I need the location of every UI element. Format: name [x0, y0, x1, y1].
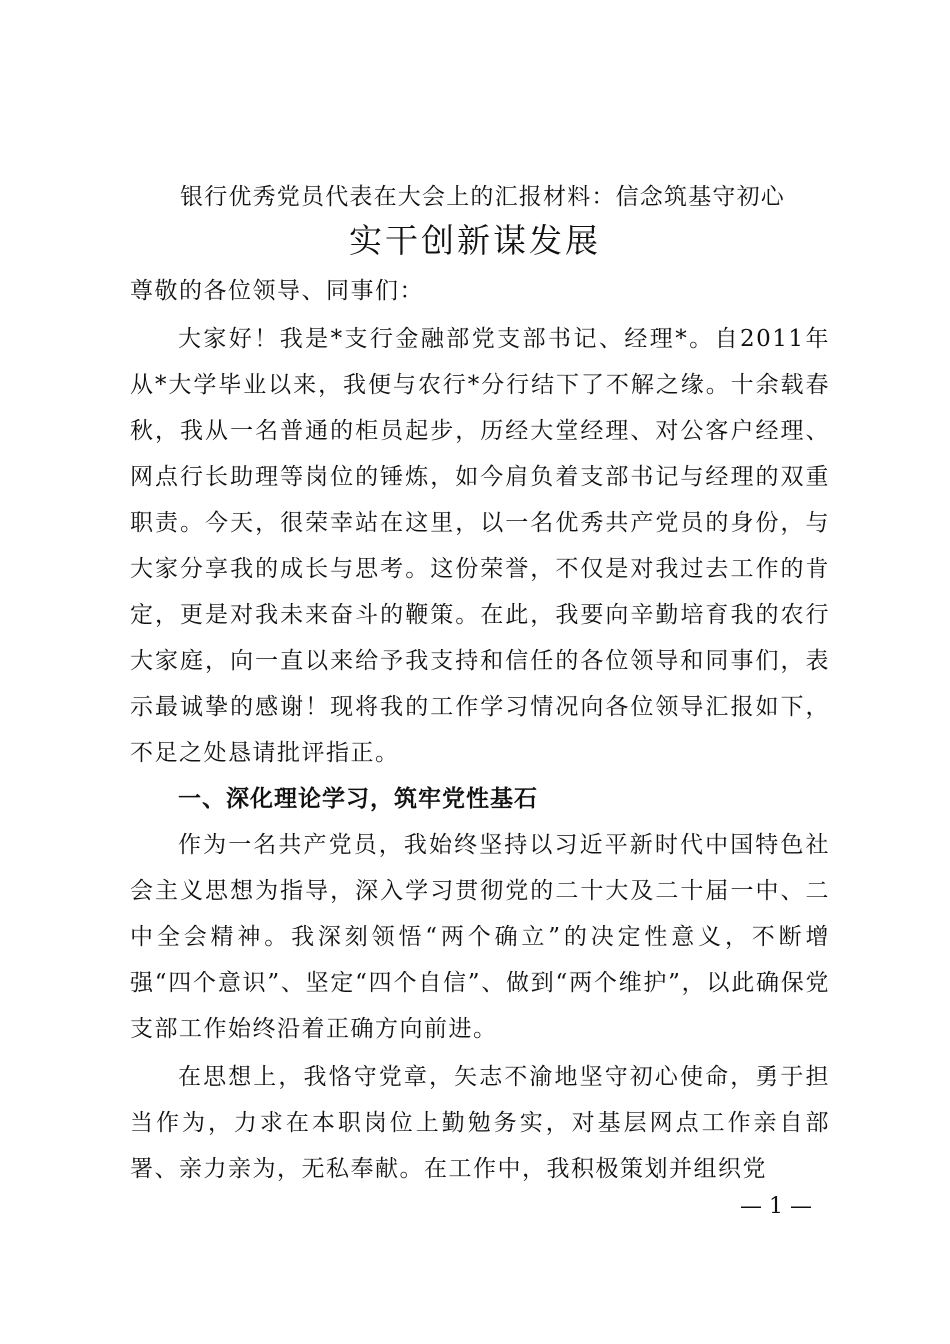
salutation: 尊敬的各位领导、同事们： [130, 278, 424, 304]
page-number: — 1 — [740, 1194, 812, 1219]
paragraph-ideology: 在思想上，我恪守党章，矢志不渝地坚守初心使命，勇于担当作为，力求在本职岗位上勤勉务实，对基层网点工作亲自部署、亲力亲为，无私奉献。在工作中，我积极策划并组织党 [130, 1064, 830, 1182]
paragraph-theory-study: 作为一名共产党员，我始终坚持以习近平新时代中国特色社会主义思想为指导，深入学习贯彻党的二十大及二十届一中、二中全会精神。我深刻领悟“两个确立”的决定性意义，不断增强“四个意识”、坚定“四个自信”、做到“两个维护”，以此确保党支部工作始终沿着正确方向前进。 [130, 832, 830, 1042]
document-title-line-2: 实干创新谋发展 [349, 221, 601, 260]
section-heading-1: 一、深化理论学习，筑牢党性基石 [178, 786, 538, 812]
document-title-line-1: 银行优秀党员代表在大会上的汇报材料：信念筑基守初心 [180, 184, 785, 210]
paragraph-introduction: 大家好！我是*支行金融部党支部书记、经理*。自2011年从*大学毕业以来，我便与农行*分行结下了不解之缘。十余载春秋，我从一名普通的柜员起步，历经大堂经理、对公客户经理、网点行长助理等岗位的锤炼，如今肩负着支部书记与经理的双重职责。今天，很荣幸站在这里，以一名优秀共产党员的身份，与大家分享我的成长与思考。这份荣誉，不仅是对我过去工作的肯定，更是对我未来奋斗的鞭策。在此，我要向辛勤培育我的农行大家庭，向一直以来给予我支持和信任的各位领导和同事们，表示最诚挚的感谢！现将我的工作学习情况向各位领导汇报如下，不足之处恳请批评指正。 [130, 326, 830, 766]
